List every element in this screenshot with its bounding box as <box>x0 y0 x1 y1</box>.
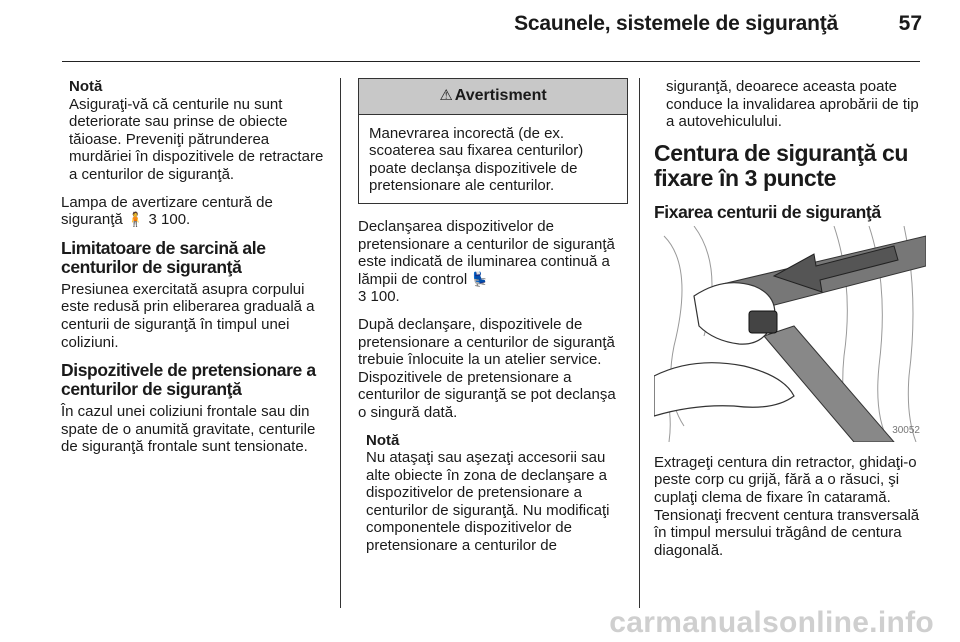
deploy-ref: 3 100. <box>358 288 400 306</box>
lamp-paragraph <box>61 194 329 229</box>
column-left <box>61 78 329 466</box>
header-rule <box>62 61 920 62</box>
seatbelt-illustration <box>654 226 926 442</box>
airbag-control-icon: 💺 <box>471 270 489 287</box>
warning-header <box>359 79 627 115</box>
note-block <box>61 78 329 184</box>
continued-text: siguranţă, deoarece aceasta poate conduce la invalidarea aprobării de tip a autovehiculului. <box>666 78 919 131</box>
deploy-paragraph <box>358 218 628 306</box>
lamp-ref: 3 100. <box>148 211 191 229</box>
note-text: Asiguraţi-vă că centurile nu sunt deteriorate sau prinse de obiecte tăioase. Preveniţi pătrunderea murdăriei în dispozitivele de retractare a centurilor de siguranţă. <box>69 95 324 183</box>
heading-three-point-belt: Centura de siguranţă cu fixare în 3 puncte <box>654 139 909 191</box>
warning-text: Manevrarea incorectă (de ex. scoaterea sau fixarea centurilor) poate declanşa dispozitivele de pretensionare ale centurilor. <box>369 124 584 195</box>
column-right <box>654 78 926 569</box>
seatbelt-illustration-drawing <box>654 226 926 442</box>
after-deploy-text: După declanşare, dispozitivele de pretensionare a centurilor de siguranţă trebuie înlocuite la un atelier service. Dispozitivele de pretensionare a centurilor de siguranţă se pot declanşa o singură dată. <box>358 315 616 421</box>
column-divider <box>340 78 341 608</box>
fasten-instructions: Extrageţi centura din retractor, ghidaţi-o peste corp cu grijă, fără a o răsuci, şi cuplaţi clema de fixare în cataramă. Tensionaţi frecvent centura transversală în timpul mersului trăgând de centura diagonală. <box>654 453 920 559</box>
warning-title: Avertisment <box>454 87 547 104</box>
heading-pretensioners: Dispozitivele de pretensionare a centurilor de siguranţă <box>61 360 316 400</box>
limiters-text: Presiunea exercitată asupra corpului este redusă prin eliberarea graduală a centurii de siguranţă în timpul unei coliziuni. <box>61 280 315 351</box>
warning-triangle-icon: ⚠ <box>439 87 453 104</box>
lamp-text: Lampa de avertizare centură de siguranţă <box>61 193 273 229</box>
seatbelt-warning-icon: 🧍 <box>126 211 145 228</box>
note-label: Notă <box>366 431 400 449</box>
deploy-text: Declanşarea dispozitivelor de pretensionare a centurilor de siguranţă este indicată de iluminarea continuă a lămpii de control <box>358 217 615 288</box>
note-label: Notă <box>69 78 103 95</box>
pretensioners-text: În cazul unei coliziuni frontale sau din spate de o anumită gravitate, centurile de siguranţă frontale sunt tensionate. <box>61 403 316 456</box>
column-divider <box>639 78 640 608</box>
note-text: Nu ataşaţi sau aşezaţi accesorii sau alte obiecte în zona de declanşare a dispozitivelor de pretensionare a centurilor de siguranţă. Nu modificaţi componentele dispozitivelor de pretensionare a centurilor de <box>366 449 610 555</box>
heading-limiters: Limitatoare de sarcină ale centurilor de siguranţă <box>61 237 266 277</box>
column-middle <box>358 78 628 565</box>
page-number: 57 <box>898 12 922 35</box>
heading-fasten-belt: Fixarea centurii de siguranţă <box>654 201 881 222</box>
watermark: carmanualsonline.info <box>609 606 934 639</box>
page-title: Scaunele, sistemele de siguranţă <box>514 12 838 35</box>
note-block <box>358 432 628 555</box>
warning-box <box>358 78 628 204</box>
figure-code: 30052 <box>892 425 920 437</box>
